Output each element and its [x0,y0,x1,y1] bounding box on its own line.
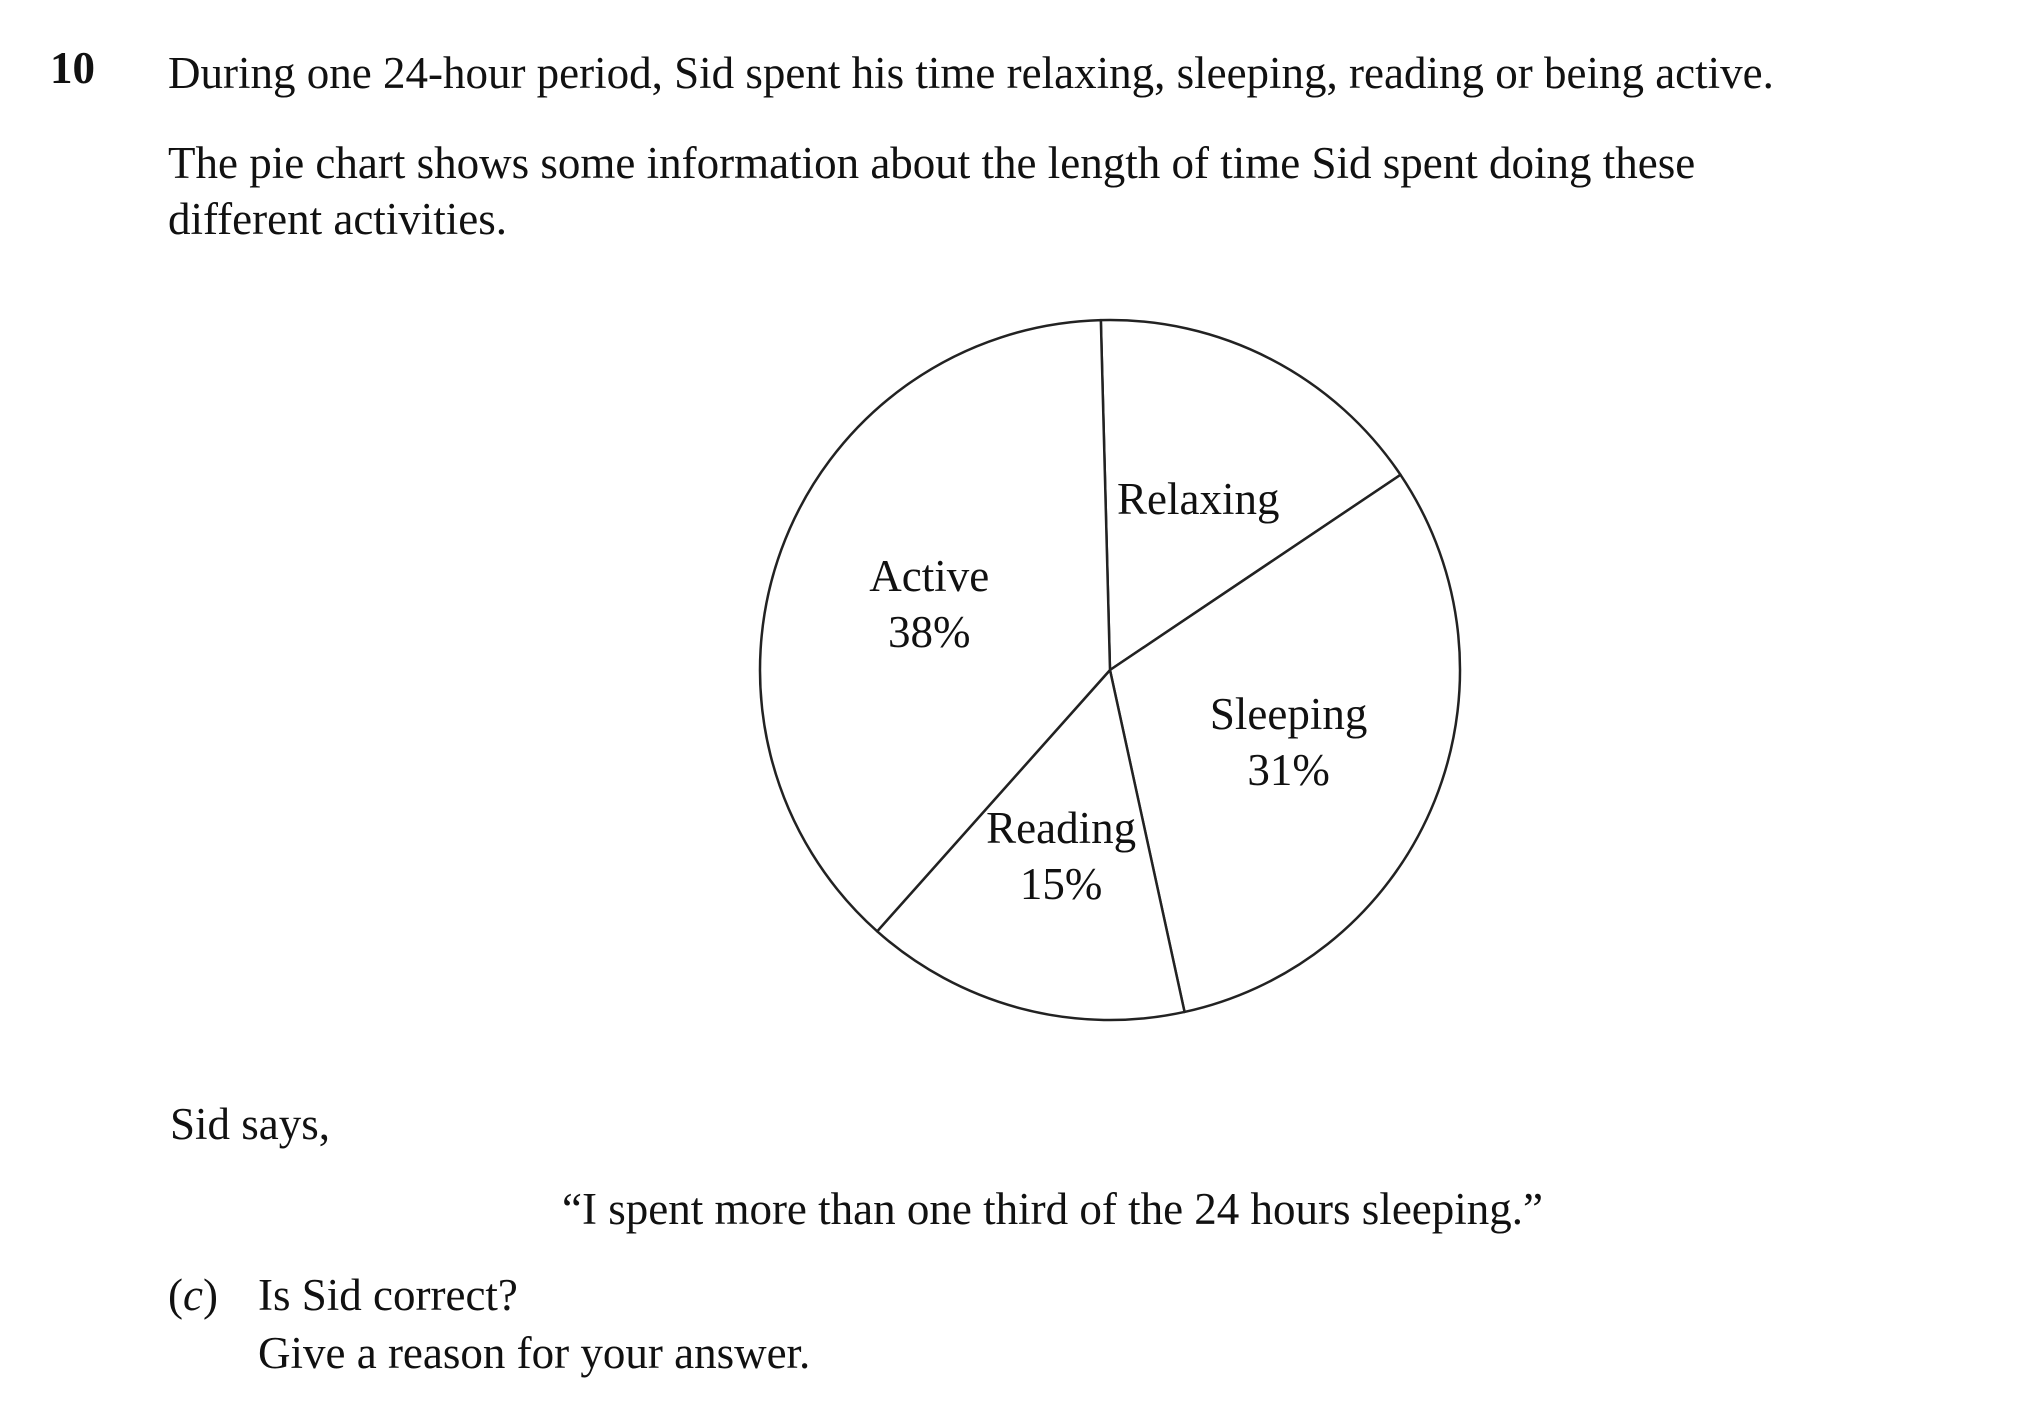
part-c-question: Is Sid correct? [258,1270,518,1320]
question-number: 10 [50,43,95,93]
speaker-line: Sid says, [170,1099,331,1149]
part-c-label: (c) [168,1270,218,1320]
slice-percent-reading: 15% [1019,859,1103,910]
description-line-1: The pie chart shows some information about the length of time Sid spent doing these [168,138,1696,188]
slice-label-sleeping: Sleeping [1209,688,1368,739]
slice-percent-sleeping: 31% [1247,744,1330,795]
pie-slices [760,320,1460,1020]
slice-label-reading: Reading [986,803,1137,854]
part-c-instruction: Give a reason for your answer. [258,1328,811,1378]
slice-percent-active: 38% [887,606,971,657]
pie-chart [740,300,1480,1040]
sid-quote: “I spent more than one third of the 24 hours sleeping.” [562,1184,1543,1234]
part-c-letter: c [183,1270,203,1320]
intro-text: During one 24-hour period, Sid spent his time relaxing, sleeping, reading or being active. [168,48,1774,98]
slice-label-active: Active [869,550,990,601]
slice-label-relaxing: Relaxing [1117,473,1280,524]
description-line-2: different activities. [168,194,508,244]
